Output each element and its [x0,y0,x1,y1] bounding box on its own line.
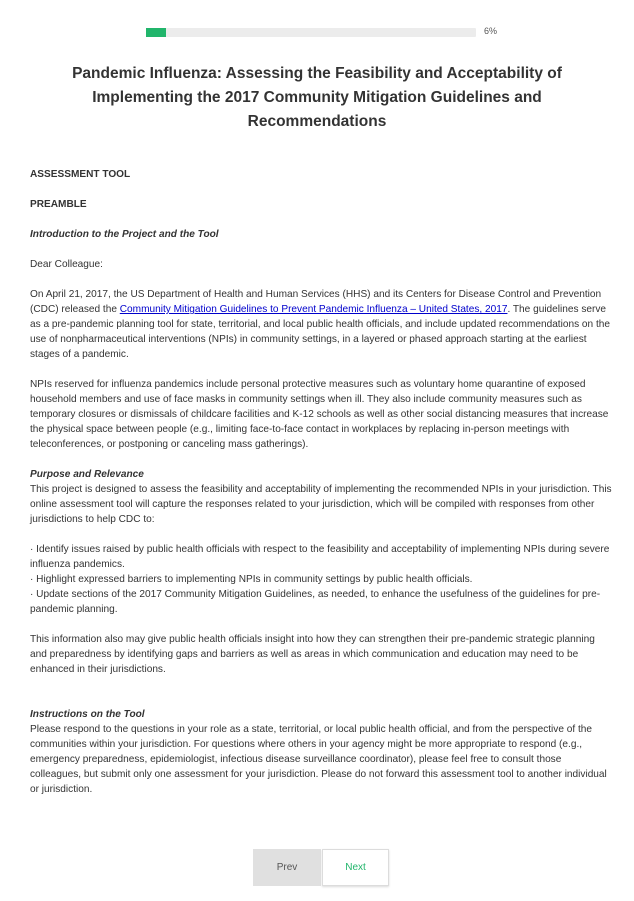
bullet-item: · Identify issues raised by public health officials with respect to the feasibility and acceptability of implementing NPIs during severe influenza pandemics. [30,544,610,570]
progress-fill [146,28,166,37]
paragraph-1 [30,287,614,362]
survey-content [30,167,614,797]
intro-heading: Introduction to the Project and the Tool [30,229,219,240]
paragraph-5: Please respond to the questions in your role as a state, territorial, or local public health official, and from the perspective of the communities within your jurisdiction. For questions where others in your agency might be more appropriate to respond (e.g., emergency preparedness, epidemiologist, infectious disease surveillance coordinator), please feel free to consult those colleagues, but submit only one assessment for your jurisdiction. Please do not forward this assessment tool to another individual or jurisdiction. [30,724,607,795]
bullet-item: · Update sections of the 2017 Community Mitigation Guidelines, as needed, to enhance the usefulness of the guidelines for pre-pandemic planning. [30,589,601,615]
purpose-heading: Purpose and Relevance [30,469,144,480]
greeting: Dear Colleague: [30,259,103,270]
next-button[interactable]: Next [322,849,389,886]
preamble-heading: PREAMBLE [30,199,87,210]
instructions-heading: Instructions on the Tool [30,709,145,720]
paragraph-4: This information also may give public health officials insight into how they can strengthen their pre-pandemic strategic planning and preparedness by identifying gaps and barriers as well as areas in which communication and education may need to be enhanced in their jurisdictions. [30,634,595,675]
progress-bar [146,28,476,37]
paragraph-3: This project is designed to assess the feasibility and acceptability of implementing the recommended NPIs in your jurisdiction. This online assessment tool will capture the responses related to your jurisdiction, which will be compiled with responses from other jurisdictions to help CDC to: [30,484,612,525]
page-title: Pandemic Influenza: Assessing the Feasibility and Acceptability of Implementing the 2017 Community Mitigation Guidelines and Recommendations [72,65,562,130]
progress-label: 6% [484,26,498,36]
prev-button[interactable]: Prev [253,849,321,886]
bullet-item: · Highlight expressed barriers to implementing NPIs in community settings by public health officials. [30,574,473,585]
guidelines-link[interactable]: Community Mitigation Guidelines to Prevent Pandemic Influenza – United States, 2017 [119,304,508,315]
assessment-tool-heading: ASSESSMENT TOOL [30,169,131,180]
p1-text-before: On April 21, 2017, the US Department of Health and Human Services (HHS) and its Centers for Disease Control and Prevention (CDC) released the [30,289,602,315]
paragraph-2: NPIs reserved for influenza pandemics include personal protective measures such as voluntary home quarantine of exposed household members and use of face masks in community settings when ill. They also include community measures such as temporary closures or dismissals of childcare facilities and K-12 schools as well as other social distancing measures that increase the physical space between people (e.g., limiting face-to-face contact in workplaces by replacing in-person meetings with teleconferences, or postponing or canceling mass gatherings). [30,379,609,450]
p1-text-after: . The guidelines serve as a pre-pandemic planning tool for state, territorial, and local public health officials, and include updated recommendations on the use of nonpharmaceutical interventions (NPIs) in community settings, in a layered or phased approach starting at the earliest stages of a pandemic. [30,304,610,360]
